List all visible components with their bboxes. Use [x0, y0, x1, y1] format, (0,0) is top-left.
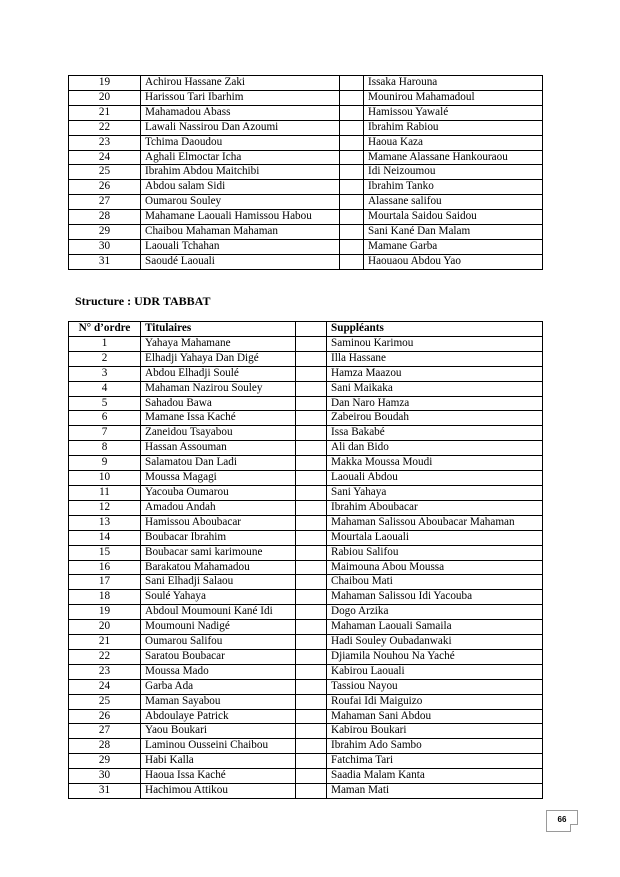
table-row	[69, 210, 543, 225]
titulaire-cell: Abdoulaye Patrick	[141, 709, 296, 724]
empty-cell	[296, 351, 327, 366]
udr-tabbat-table-body	[69, 322, 543, 799]
table-row	[69, 784, 543, 799]
order-number-cell: 22	[69, 649, 141, 664]
table-row	[69, 120, 543, 135]
titulaire-cell: Boubacar Ibrahim	[141, 530, 296, 545]
table-row	[69, 620, 543, 635]
titulaire-cell: Saratou Boubacar	[141, 649, 296, 664]
empty-cell	[296, 784, 327, 799]
titulaire-cell: Elhadji Yahaya Dan Digé	[141, 351, 296, 366]
order-number-cell: 20	[69, 620, 141, 635]
titulaire-cell: Laouali Tchahan	[141, 239, 340, 254]
order-number-cell: 13	[69, 515, 141, 530]
suppleant-cell: Tassiou Nayou	[327, 679, 543, 694]
empty-cell	[296, 336, 327, 351]
titulaire-cell: Moussa Magagi	[141, 471, 296, 486]
order-number-cell: 14	[69, 530, 141, 545]
table-row	[69, 739, 543, 754]
table-row	[69, 105, 543, 120]
table-row	[69, 411, 543, 426]
titulaire-cell: Achirou Hassane Zaki	[141, 76, 340, 91]
table-row	[69, 239, 543, 254]
page-number: 66	[557, 815, 567, 824]
suppleant-cell: Ibrahim Ado Sambo	[327, 739, 543, 754]
page-corner-fold	[570, 824, 578, 832]
header-titulaires: Titulaires	[141, 322, 296, 337]
titulaire-cell: Mamane Issa Kaché	[141, 411, 296, 426]
table-row	[69, 195, 543, 210]
suppleant-cell: Mamane Garba	[364, 239, 543, 254]
suppleant-cell: Hamza Maazou	[327, 366, 543, 381]
order-number-cell: 17	[69, 575, 141, 590]
suppleant-cell: Maimouna Abou Moussa	[327, 560, 543, 575]
empty-cell	[296, 605, 327, 620]
order-number-cell: 18	[69, 590, 141, 605]
empty-cell	[296, 500, 327, 515]
titulaire-cell: Abdou salam Sidi	[141, 180, 340, 195]
suppleant-cell: Illa Hassane	[327, 351, 543, 366]
empty-cell	[296, 441, 327, 456]
empty-cell	[340, 210, 364, 225]
empty-cell	[296, 381, 327, 396]
table-row	[69, 545, 543, 560]
suppleant-cell: Alassane salifou	[364, 195, 543, 210]
table-row	[69, 709, 543, 724]
table-row	[69, 471, 543, 486]
empty-cell	[296, 575, 327, 590]
suppleant-cell: Makka Moussa Moudi	[327, 456, 543, 471]
titulaire-cell: Harissou Tari Ibarhim	[141, 90, 340, 105]
titulaire-cell: Hachimou Attikou	[141, 784, 296, 799]
empty-cell	[340, 90, 364, 105]
titulaire-cell: Saoudé Laouali	[141, 254, 340, 269]
order-number-cell: 3	[69, 366, 141, 381]
empty-cell	[296, 590, 327, 605]
titulaire-cell: Zaneidou Tsayabou	[141, 426, 296, 441]
empty-cell	[296, 471, 327, 486]
titulaire-cell: Sahadou Bawa	[141, 396, 296, 411]
suppleant-cell: Mourtala Saidou Saidou	[364, 210, 543, 225]
suppleant-cell: Hadi Souley Oubadanwaki	[327, 635, 543, 650]
suppleant-cell: Mahaman Salissou Idi Yacouba	[327, 590, 543, 605]
empty-cell	[296, 411, 327, 426]
titulaire-cell: Lawali Nassirou Dan Azoumi	[141, 120, 340, 135]
order-number-cell: 30	[69, 239, 141, 254]
titulaire-cell: Chaibou Mahaman Mahaman	[141, 225, 340, 240]
titulaire-cell: Haoua Issa Kaché	[141, 769, 296, 784]
suppleant-cell: Haouaou Abdou Yao	[364, 254, 543, 269]
order-number-cell: 28	[69, 739, 141, 754]
order-number-cell: 21	[69, 635, 141, 650]
order-number-cell: 11	[69, 485, 141, 500]
order-number-cell: 27	[69, 195, 141, 210]
table-row	[69, 694, 543, 709]
table-row	[69, 135, 543, 150]
suppleant-cell: Sani Kané Dan Malam	[364, 225, 543, 240]
table-header-row	[69, 322, 543, 337]
order-number-cell: 29	[69, 225, 141, 240]
table-row	[69, 679, 543, 694]
table-row	[69, 426, 543, 441]
order-number-cell: 22	[69, 120, 141, 135]
titulaire-cell: Tchima Daoudou	[141, 135, 340, 150]
titulaire-cell: Yahaya Mahamane	[141, 336, 296, 351]
suppleant-cell: Mahaman Laouali Samaila	[327, 620, 543, 635]
table-row	[69, 635, 543, 650]
suppleant-cell: Zabeirou Boudah	[327, 411, 543, 426]
order-number-cell: 9	[69, 456, 141, 471]
table-row	[69, 560, 543, 575]
suppleant-cell: Idi Neizoumou	[364, 165, 543, 180]
suppleant-cell: Ibrahim Rabiou	[364, 120, 543, 135]
table-row	[69, 575, 543, 590]
order-number-cell: 7	[69, 426, 141, 441]
table-row	[69, 664, 543, 679]
page-number-box	[546, 810, 578, 832]
table-row	[69, 254, 543, 269]
order-number-cell: 12	[69, 500, 141, 515]
suppleant-cell: Haoua Kaza	[364, 135, 543, 150]
suppleant-cell: Issa Bakabé	[327, 426, 543, 441]
empty-cell	[340, 225, 364, 240]
titulaire-cell: Mahaman Nazirou Souley	[141, 381, 296, 396]
table-row	[69, 485, 543, 500]
order-number-cell: 29	[69, 754, 141, 769]
empty-cell	[340, 239, 364, 254]
order-number-cell: 16	[69, 560, 141, 575]
empty-cell	[296, 664, 327, 679]
suppleant-cell: Kabirou Laouali	[327, 664, 543, 679]
suppleant-cell: Chaibou Mati	[327, 575, 543, 590]
header-suppleants: Suppléants	[327, 322, 543, 337]
suppleant-cell: Djiamila Nouhou Na Yaché	[327, 649, 543, 664]
titulaire-cell: Sani Elhadji Salaou	[141, 575, 296, 590]
empty-cell	[296, 724, 327, 739]
titulaire-cell: Mahamane Laouali Hamissou Habou	[141, 210, 340, 225]
empty-cell	[296, 769, 327, 784]
order-number-cell: 8	[69, 441, 141, 456]
titulaire-cell: Ibrahim Abdou Maitchibi	[141, 165, 340, 180]
titulaire-cell: Oumarou Salifou	[141, 635, 296, 650]
members-table-continued-body	[69, 76, 543, 270]
suppleant-cell: Ibrahim Aboubacar	[327, 500, 543, 515]
titulaire-cell: Mahamadou Abass	[141, 105, 340, 120]
order-number-cell: 27	[69, 724, 141, 739]
table-row	[69, 90, 543, 105]
table-row	[69, 769, 543, 784]
empty-cell	[340, 105, 364, 120]
order-number-cell: 25	[69, 165, 141, 180]
empty-cell	[296, 679, 327, 694]
empty-cell	[296, 322, 327, 337]
order-number-cell: 31	[69, 254, 141, 269]
empty-cell	[296, 620, 327, 635]
udr-tabbat-table	[68, 321, 543, 799]
empty-cell	[296, 739, 327, 754]
order-number-cell: 20	[69, 90, 141, 105]
empty-cell	[296, 530, 327, 545]
suppleant-cell: Laouali Abdou	[327, 471, 543, 486]
empty-cell	[340, 135, 364, 150]
suppleant-cell: Ali dan Bido	[327, 441, 543, 456]
suppleant-cell: Sani Yahaya	[327, 485, 543, 500]
order-number-cell: 4	[69, 381, 141, 396]
empty-cell	[296, 649, 327, 664]
members-table-continued	[68, 75, 543, 270]
table-row	[69, 351, 543, 366]
order-number-cell: 31	[69, 784, 141, 799]
table-row	[69, 180, 543, 195]
titulaire-cell: Hassan Assouman	[141, 441, 296, 456]
empty-cell	[296, 694, 327, 709]
order-number-cell: 24	[69, 150, 141, 165]
titulaire-cell: Habi Kalla	[141, 754, 296, 769]
empty-cell	[340, 150, 364, 165]
suppleant-cell: Kabirou Boukari	[327, 724, 543, 739]
titulaire-cell: Aghali Elmoctar Icha	[141, 150, 340, 165]
suppleant-cell: Saminou Karimou	[327, 336, 543, 351]
order-number-cell: 23	[69, 135, 141, 150]
empty-cell	[340, 76, 364, 91]
titulaire-cell: Hamissou Aboubacar	[141, 515, 296, 530]
suppleant-cell: Ibrahim Tanko	[364, 180, 543, 195]
table-row	[69, 336, 543, 351]
table-row	[69, 396, 543, 411]
order-number-cell: 6	[69, 411, 141, 426]
suppleant-cell: Sani Maikaka	[327, 381, 543, 396]
table-row	[69, 150, 543, 165]
order-number-cell: 26	[69, 180, 141, 195]
order-number-cell: 19	[69, 76, 141, 91]
order-number-cell: 10	[69, 471, 141, 486]
titulaire-cell: Laminou Ousseini Chaibou	[141, 739, 296, 754]
titulaire-cell: Moussa Mado	[141, 664, 296, 679]
suppleant-cell: Saadia Malam Kanta	[327, 769, 543, 784]
titulaire-cell: Abdou Elhadji Soulé	[141, 366, 296, 381]
empty-cell	[296, 485, 327, 500]
titulaire-cell: Soulé Yahaya	[141, 590, 296, 605]
table-row	[69, 165, 543, 180]
table-row	[69, 530, 543, 545]
titulaire-cell: Oumarou Souley	[141, 195, 340, 210]
suppleant-cell: Mounirou Mahamadoul	[364, 90, 543, 105]
empty-cell	[296, 366, 327, 381]
order-number-cell: 15	[69, 545, 141, 560]
empty-cell	[340, 195, 364, 210]
titulaire-cell: Boubacar sami karimoune	[141, 545, 296, 560]
empty-cell	[296, 396, 327, 411]
table-row	[69, 754, 543, 769]
table-row	[69, 590, 543, 605]
suppleant-cell: Dan Naro Hamza	[327, 396, 543, 411]
table-row	[69, 649, 543, 664]
empty-cell	[296, 709, 327, 724]
suppleant-cell: Roufai Idi Maiguizo	[327, 694, 543, 709]
empty-cell	[296, 515, 327, 530]
order-number-cell: 2	[69, 351, 141, 366]
order-number-cell: 26	[69, 709, 141, 724]
titulaire-cell: Salamatou Dan Ladi	[141, 456, 296, 471]
titulaire-cell: Maman Sayabou	[141, 694, 296, 709]
order-number-cell: 1	[69, 336, 141, 351]
suppleant-cell: Mahaman Sani Abdou	[327, 709, 543, 724]
suppleant-cell: Issaka Harouna	[364, 76, 543, 91]
table-row	[69, 366, 543, 381]
structure-heading: Structure : UDR TABBAT	[75, 294, 211, 308]
titulaire-cell: Garba Ada	[141, 679, 296, 694]
suppleant-cell: Hamissou Yawalé	[364, 105, 543, 120]
table-row	[69, 381, 543, 396]
table-row	[69, 500, 543, 515]
empty-cell	[296, 754, 327, 769]
empty-cell	[340, 254, 364, 269]
empty-cell	[296, 545, 327, 560]
suppleant-cell: Dogo Arzika	[327, 605, 543, 620]
empty-cell	[296, 635, 327, 650]
order-number-cell: 19	[69, 605, 141, 620]
empty-cell	[340, 120, 364, 135]
empty-cell	[340, 180, 364, 195]
titulaire-cell: Yaou Boukari	[141, 724, 296, 739]
titulaire-cell: Abdoul Moumouni Kané Idi	[141, 605, 296, 620]
order-number-cell: 25	[69, 694, 141, 709]
suppleant-cell: Mamane Alassane Hankouraou	[364, 150, 543, 165]
table-row	[69, 76, 543, 91]
order-number-cell: 5	[69, 396, 141, 411]
titulaire-cell: Yacouba Oumarou	[141, 485, 296, 500]
table-row	[69, 225, 543, 240]
suppleant-cell: Rabiou Salifou	[327, 545, 543, 560]
header-order-number: N° d’ordre	[69, 322, 141, 337]
order-number-cell: 24	[69, 679, 141, 694]
titulaire-cell: Moumouni Nadigé	[141, 620, 296, 635]
titulaire-cell: Amadou Andah	[141, 500, 296, 515]
empty-cell	[296, 456, 327, 471]
suppleant-cell: Maman Mati	[327, 784, 543, 799]
suppleant-cell: Fatchima Tari	[327, 754, 543, 769]
empty-cell	[296, 560, 327, 575]
table-row	[69, 724, 543, 739]
table-row	[69, 605, 543, 620]
suppleant-cell: Mourtala Laouali	[327, 530, 543, 545]
table-row	[69, 441, 543, 456]
titulaire-cell: Barakatou Mahamadou	[141, 560, 296, 575]
order-number-cell: 21	[69, 105, 141, 120]
table-row	[69, 515, 543, 530]
suppleant-cell: Mahaman Salissou Aboubacar Mahaman	[327, 515, 543, 530]
order-number-cell: 28	[69, 210, 141, 225]
order-number-cell: 30	[69, 769, 141, 784]
table-row	[69, 456, 543, 471]
order-number-cell: 23	[69, 664, 141, 679]
empty-cell	[340, 165, 364, 180]
empty-cell	[296, 426, 327, 441]
